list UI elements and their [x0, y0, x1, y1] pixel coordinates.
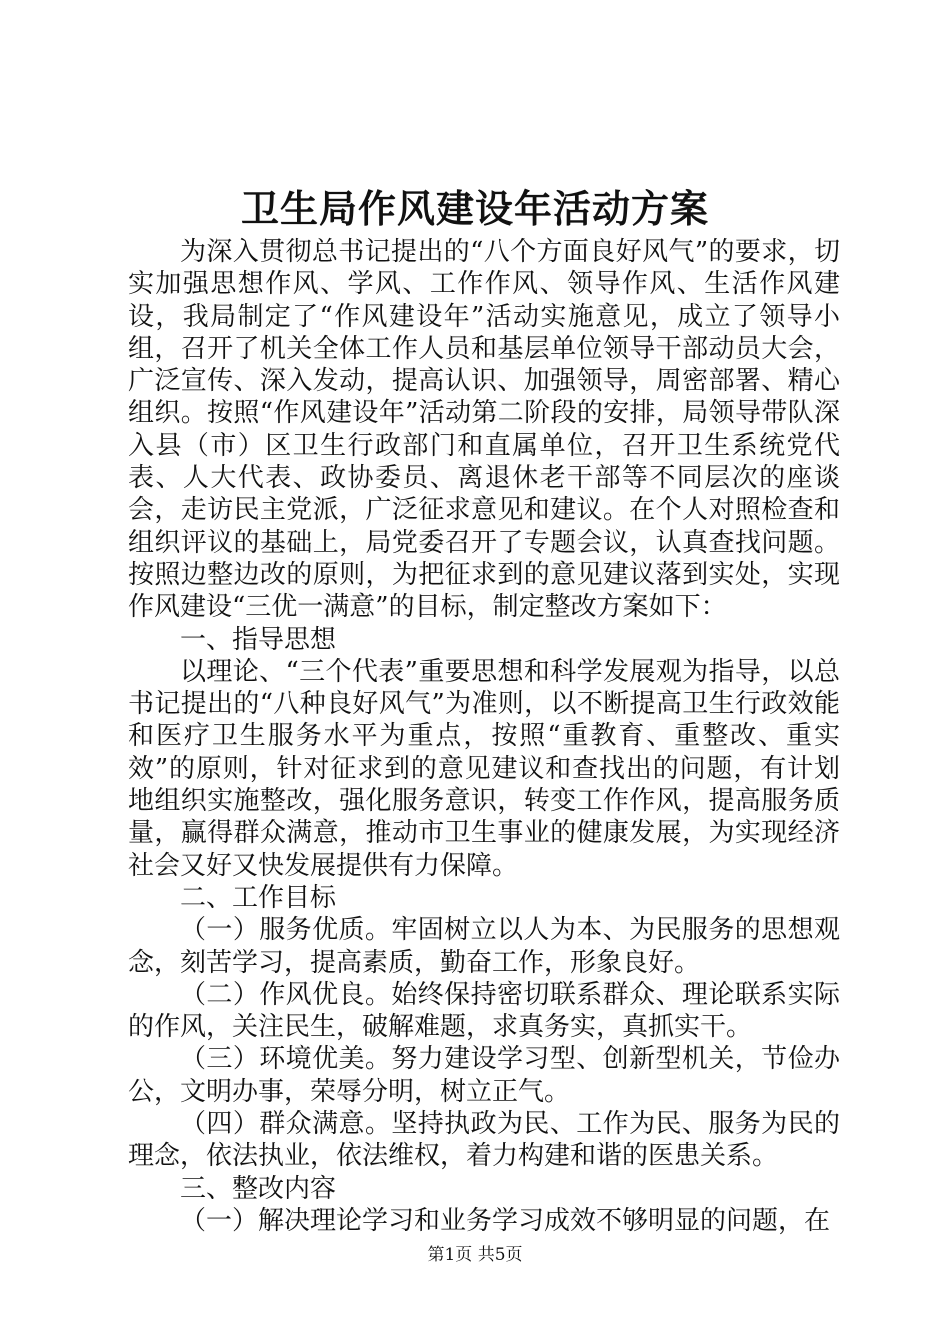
paragraph-goal-3: （三）环境优美。努力建设学习型、创新型机关，节俭办公，文明办事，荣辱分明，树立正气。 — [128, 1044, 840, 1107]
section-heading-rectification-content: 三、整改内容 — [180, 1173, 337, 1204]
page-footer: 第1页 共5页 — [427, 1245, 523, 1265]
section-heading-work-goals: 二、工作目标 — [180, 882, 337, 913]
document-title: 卫生局作风建设年活动方案 — [240, 186, 709, 231]
section-heading-guiding-ideology: 一、指导思想 — [180, 624, 337, 655]
paragraph-guiding-ideology: 以理论、“三个代表”重要思想和科学发展观为指导，以总书记提出的“八种良好风气”为准则，以不断提高卫生行政效能和医疗卫生服务水平为重点，按照“重教育、重整改、重实效”的原则，针对征求到的意见建议和查找出的问题，有计划地组织实施整改，强化服务意识，转变工作作风，提高服务质量，赢得群众满意，推动市卫生事业的健康发展，为实现经济社会又好又快发展提供有力保障。 — [128, 656, 840, 881]
paragraph-rectification-1: （一）解决理论学习和业务学习成效不够明显的问题，在 — [180, 1205, 831, 1236]
paragraph-intro: 为深入贯彻总书记提出的“八个方面良好风气”的要求，切实加强思想作风、学风、工作作风、领导作风、生活作风建设，我局制定了“作风建设年”活动实施意见，成立了领导小组，召开了机关全体工作人员和基层单位领导干部动员大会，广泛宣传、深入发动，提高认识、加强领导，周密部署、精心组织。按照“作风建设年”活动第二阶段的安排，局领导带队深入县（市）区卫生行政部门和直属单位，召开卫生系统党代表、人大代表、政协委员、离退休老干部等不同层次的座谈会，走访民主党派，广泛征求意见和建议。在个人对照检查和组织评议的基础上，局党委召开了专题会议，认真查找问题。按照边整边改的原则，为把征求到的意见建议落到实处，实现作风建设“三优一满意”的目标，制定整改方案如下： — [128, 237, 840, 623]
paragraph-goal-4: （四）群众满意。坚持执政为民、工作为民、服务为民的理念，依法执业，依法维权，着力构建和谐的医患关系。 — [128, 1109, 840, 1172]
paragraph-goal-1: （一）服务优质。牢固树立以人为本、为民服务的思想观念，刻苦学习，提高素质，勤奋工作，形象良好。 — [128, 915, 840, 978]
document-body — [128, 236, 840, 1237]
paragraph-goal-2: （二）作风优良。始终保持密切联系群众、理论联系实际的作风，关注民生，破解难题，求真务实，真抓实干。 — [128, 979, 840, 1043]
